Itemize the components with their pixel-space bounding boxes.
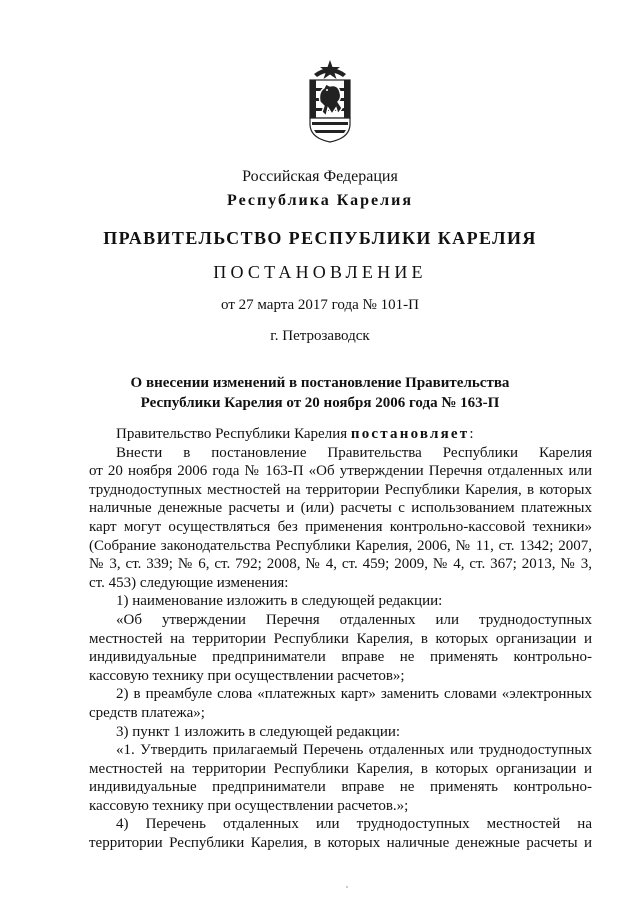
body-line: индивидуальные предприниматели вправе не применять контрольно-: [89, 649, 592, 666]
coat-of-arms-emblem: [300, 58, 360, 144]
document-subject: [0, 373, 640, 413]
body-line: от 20 ноября 2006 года № 163-П «Об утверждении Перечня отдаленных или: [89, 463, 592, 480]
document-body: [89, 425, 592, 853]
body-line: территории Республики Карелия, в которых наличные денежные расчеты и: [89, 835, 592, 852]
scan-speck: [346, 886, 348, 888]
body-line: (Собрание законодательства Республики Карелия, 2006, № 11, ст. 1342; 2007,: [89, 537, 592, 554]
body-line: индивидуальные предприниматели вправе не применять контрольно-: [89, 779, 592, 796]
body-line: 4) Перечень отдаленных или труднодоступных местностей на: [116, 816, 592, 833]
intro-text: Правительство Республики Карелия: [116, 426, 351, 442]
body-line: ст. 453) следующие изменения:: [89, 574, 289, 591]
decree-intro: [89, 425, 592, 444]
body-line: 2) в преамбуле слова «платежных карт» заменить словами «электронных: [116, 686, 592, 703]
body-line: кассовую технику при осуществлении расчетов»;: [89, 667, 405, 684]
document-type: ПОСТАНОВЛЕНИЕ: [213, 262, 427, 282]
subject-line: О внесении изменений в постановление Правительства: [130, 375, 510, 391]
body-line: 3) пункт 1 изложить в следующей редакции:: [116, 723, 401, 740]
body-line: местностей на территории Республики Карелия, в которых организации и: [89, 630, 592, 647]
body-line: местностей на территории Республики Карелия, в которых организации и: [89, 760, 592, 777]
country-name: Российская Федерация: [242, 168, 398, 185]
government-title: ПРАВИТЕЛЬСТВО РЕСПУБЛИКИ КАРЕЛИЯ: [103, 228, 537, 248]
document-city: г. Петрозаводск: [270, 328, 370, 344]
body-line: кассовую технику при осуществлении расчетов.»;: [89, 797, 409, 814]
body-line: труднодоступных местностей на территории Республики Карелия, в которых: [89, 481, 592, 498]
republic-name: Республика Карелия: [227, 192, 413, 209]
subject-line: Республики Карелия от 20 ноября 2006 года № 163-П: [140, 395, 500, 411]
body-line: Внести в постановление Правительства Республики Карелия: [116, 444, 592, 461]
intro-colon: :: [469, 426, 474, 442]
body-line: карт могут осуществляться без применения контрольно-кассовой техники»: [89, 518, 592, 535]
body-line: «1. Утвердить прилагаемый Перечень отдаленных или труднодоступных: [116, 742, 592, 759]
body-line: «Об утверждении Перечня отдаленных или труднодоступных: [116, 611, 592, 628]
body-line: средств платежа»;: [89, 704, 205, 721]
body-line: 1) наименование изложить в следующей редакции:: [116, 593, 443, 610]
body-line: наличные денежные расчеты и (или) расчеты с использованием платежных: [89, 500, 592, 517]
body-line: № 3, ст. 339; № 6, ст. 792; 2008, № 4, ст. 459; 2009, № 4, ст. 367; 2013, № 3,: [89, 556, 592, 573]
document-date-number: от 27 марта 2017 года № 101-П: [221, 297, 419, 313]
decrees-word: постановляет: [350, 426, 470, 442]
